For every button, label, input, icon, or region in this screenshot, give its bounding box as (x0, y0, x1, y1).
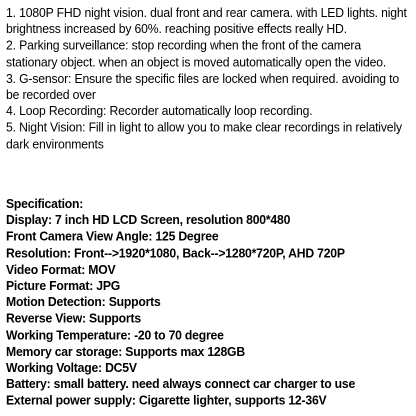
spec-resolution: Resolution: Front-->1920*1080, Back-->1280*720P, AHD 720P (6, 245, 345, 261)
spec-front-camera-angle: Front Camera View Angle: 125 Degree (6, 228, 219, 244)
spec-memory-storage: Memory car storage: Supports max 128GB (6, 343, 245, 359)
feature-item-5: 5. Night Vision: Fill in light to allow you to make clear recordings in relatively dark environments (6, 119, 402, 152)
feature-item-4: 4. Loop Recording: Recorder automatically loop recording. (6, 103, 313, 119)
feature-item-1: 1. 1080P FHD night vision. dual front and rear camera. with LED lights. night brightness increased by 60%. reaching positive effects really HD. (6, 5, 407, 37)
spec-working-temperature: Working Temperature: -20 to 70 degree (6, 327, 224, 343)
spec-battery: Battery: small battery. need always connect car charger to use (6, 376, 356, 392)
spec-motion-detection: Motion Detection: Supports (6, 294, 161, 310)
spec-video-format: Video Format: MOV (6, 261, 116, 277)
spec-reverse-view: Reverse View: Supports (6, 310, 141, 327)
spec-picture-format: Picture Format: JPG (6, 278, 121, 294)
spec-working-voltage: Working Voltage: DC5V (6, 360, 137, 376)
feature-item-3: 3. G-sensor: Ensure the specific files are locked when required. avoiding to be recorded over (6, 70, 400, 103)
spec-display: Display: 7 inch HD LCD Screen, resolution 800*480 (6, 212, 291, 228)
feature-item-2: 2. Parking surveillance: stop recording when the front of the camera stationary object. when an object is moved automatically open the video. (6, 37, 387, 70)
specification-section (6, 196, 355, 409)
spec-external-power: External power supply: Cigarette lighter, supports 12-36V (6, 393, 327, 409)
specification-heading: Specification: (6, 196, 84, 212)
feature-list (6, 5, 410, 153)
